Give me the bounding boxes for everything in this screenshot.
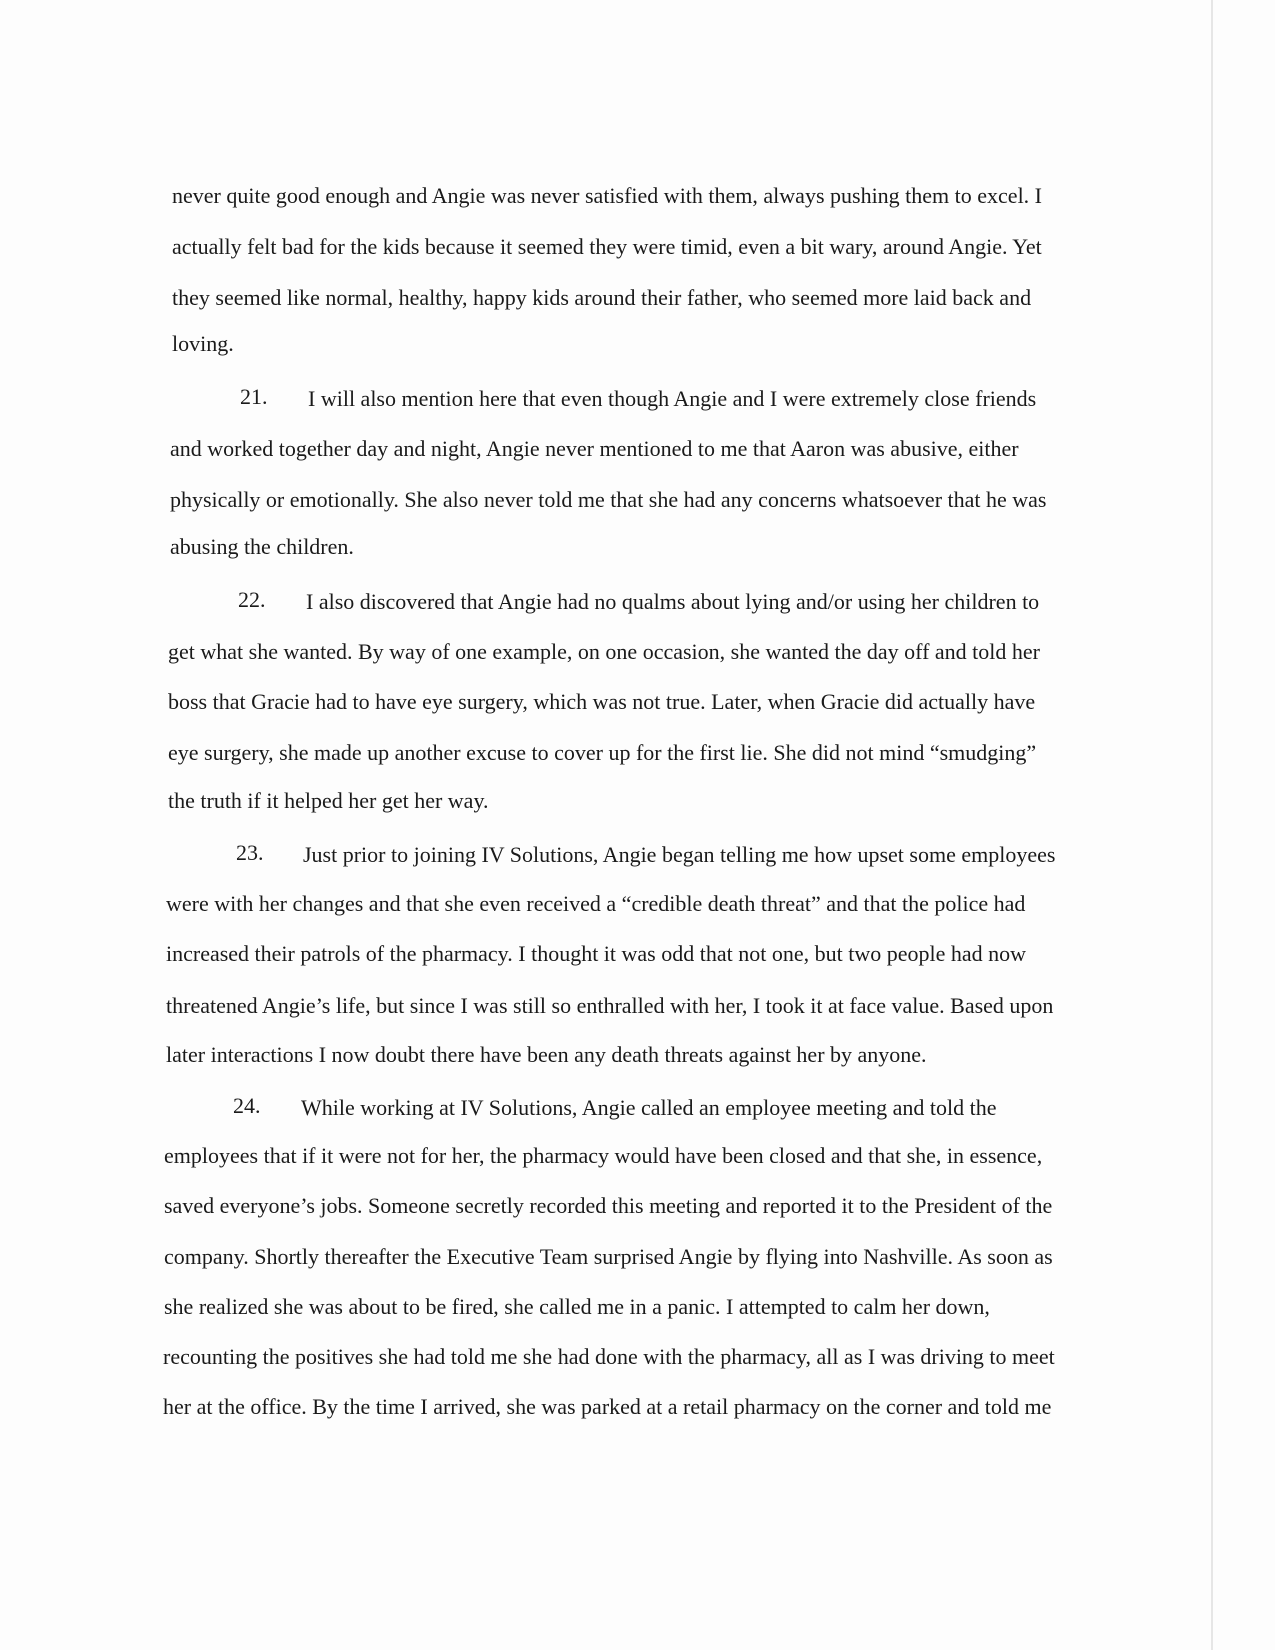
body-line: I will also mention here that even though Angie and I were extremely close friends (308, 386, 1037, 411)
body-line: increased their patrols of the pharmacy. I thought it was odd that not one, but two people had now (166, 941, 1027, 966)
body-line: employees that if it were not for her, the pharmacy would have been closed and that she, in essence, (164, 1143, 1043, 1168)
body-line: they seemed like normal, healthy, happy kids around their father, who seemed more laid back and (172, 285, 1032, 310)
body-line: her at the office. By the time I arrived, she was parked at a retail pharmacy on the corner and told me (163, 1394, 1052, 1419)
body-line: abusing the children. (170, 534, 354, 559)
body-line: I also discovered that Angie had no qualms about lying and/or using her children to (306, 589, 1040, 614)
body-line: threatened Angie’s life, but since I was still so enthralled with her, I took it at face value. Based upon (166, 993, 1054, 1018)
body-line: eye surgery, she made up another excuse to cover up for the first lie. She did not mind “smudging” (168, 740, 1037, 765)
body-line: and worked together day and night, Angie never mentioned to me that Aaron was abusive, either (170, 436, 1019, 461)
body-line: later interactions I now doubt there have been any death threats against her by anyone. (166, 1042, 927, 1067)
paragraph-number: 22. (238, 587, 266, 612)
body-line: she realized she was about to be fired, she called me in a panic. I attempted to calm her down, (164, 1294, 990, 1319)
paragraph-number: 21. (240, 384, 268, 409)
body-line: While working at IV Solutions, Angie called an employee meeting and told the (301, 1095, 997, 1120)
body-line: saved everyone’s jobs. Someone secretly recorded this meeting and reported it to the President of the (164, 1193, 1053, 1218)
body-line: get what she wanted. By way of one example, on one occasion, she wanted the day off and told her (168, 639, 1040, 664)
body-line: company. Shortly thereafter the Executive Team surprised Angie by flying into Nashville. As soon as (164, 1244, 1053, 1269)
body-line: loving. (172, 331, 234, 356)
body-line: Just prior to joining IV Solutions, Angie began telling me how upset some employees (303, 842, 1056, 867)
scan-edge (1211, 0, 1213, 1650)
body-line: the truth if it helped her get her way. (168, 788, 489, 813)
body-line: never quite good enough and Angie was never satisfied with them, always pushing them to excel. I (172, 183, 1043, 208)
body-line: actually felt bad for the kids because it seemed they were timid, even a bit wary, around Angie. Yet (172, 234, 1042, 259)
body-line: boss that Gracie had to have eye surgery, which was not true. Later, when Gracie did actually have (168, 689, 1036, 714)
body-line: physically or emotionally. She also never told me that she had any concerns whatsoever that he was (170, 487, 1047, 512)
paragraph-number: 23. (236, 840, 264, 865)
body-line: recounting the positives she had told me she had done with the pharmacy, all as I was driving to meet (163, 1344, 1055, 1369)
paragraph-number: 24. (233, 1093, 261, 1118)
body-line: were with her changes and that she even received a “credible death threat” and that the police had (166, 891, 1026, 916)
